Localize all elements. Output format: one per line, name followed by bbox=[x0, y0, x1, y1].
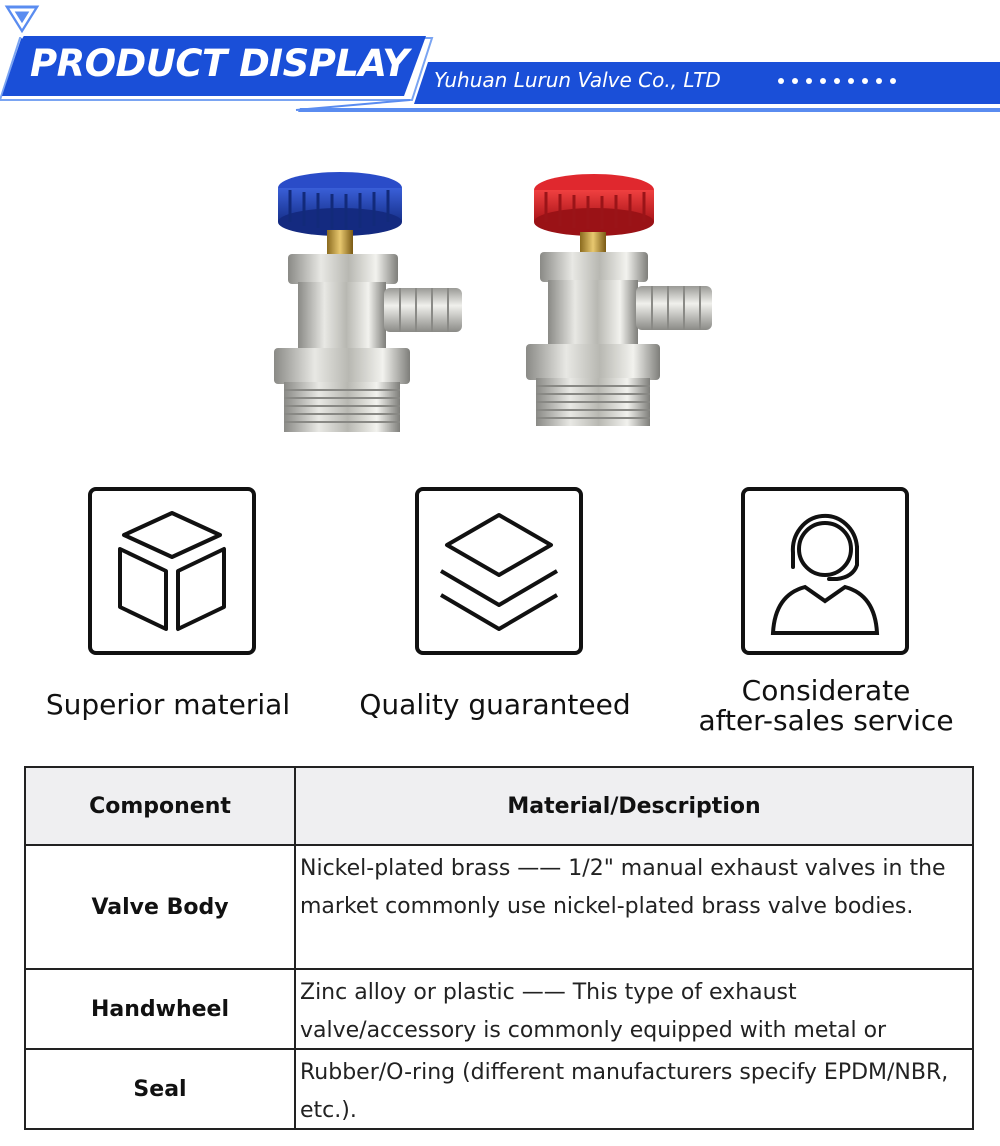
down-triangle-icon bbox=[0, 0, 44, 40]
row-description bbox=[295, 845, 973, 969]
headset-support-icon bbox=[745, 491, 905, 651]
row-description-text: Rubber/O-ring (different manufacturers specify EPDM/NBR, etc.). bbox=[300, 1060, 949, 1123]
product-image bbox=[0, 160, 1000, 460]
feature-service-label bbox=[690, 676, 962, 736]
company-name: Yuhuan Lurun Valve Co., LTD bbox=[434, 68, 721, 92]
table-row bbox=[25, 845, 973, 969]
table-row bbox=[25, 1049, 973, 1129]
header-banner bbox=[0, 0, 1000, 130]
row-description-text: Nickel-plated brass —— 1/2" manual exhaust valves in the market commonly use nickel-plated brass valve bodies. bbox=[300, 856, 946, 919]
feature-quality-box bbox=[415, 487, 583, 655]
red-valve bbox=[526, 174, 712, 426]
row-component: Seal bbox=[25, 1049, 295, 1129]
cube-icon bbox=[92, 491, 252, 651]
feature-material-box bbox=[88, 487, 256, 655]
layers-icon bbox=[419, 491, 579, 651]
header-description: Material/Description bbox=[295, 767, 973, 845]
row-component: Handwheel bbox=[25, 969, 295, 1049]
row-description bbox=[295, 1049, 973, 1129]
table-row bbox=[25, 969, 973, 1049]
row-component: Valve Body bbox=[25, 845, 295, 969]
row-description-text: Zinc alloy or plastic —— This type of exhaust valve/accessory is commonly equipped with metal or bbox=[300, 980, 887, 1043]
table-header-row bbox=[25, 767, 973, 845]
valve-illustration bbox=[0, 160, 1000, 460]
decorative-dots bbox=[778, 78, 896, 88]
feature-service-label-line1: Considerate bbox=[741, 674, 911, 707]
blue-valve bbox=[274, 172, 462, 432]
feature-service-box bbox=[741, 487, 909, 655]
row-description bbox=[295, 969, 973, 1049]
feature-service-label-line2: after-sales service bbox=[698, 704, 954, 737]
header-component: Component bbox=[25, 767, 295, 845]
feature-quality-label: Quality guaranteed bbox=[359, 688, 631, 721]
feature-material-label: Superior material bbox=[45, 688, 291, 721]
banner-title: PRODUCT DISPLAY bbox=[30, 42, 409, 85]
spec-table bbox=[24, 766, 974, 1130]
